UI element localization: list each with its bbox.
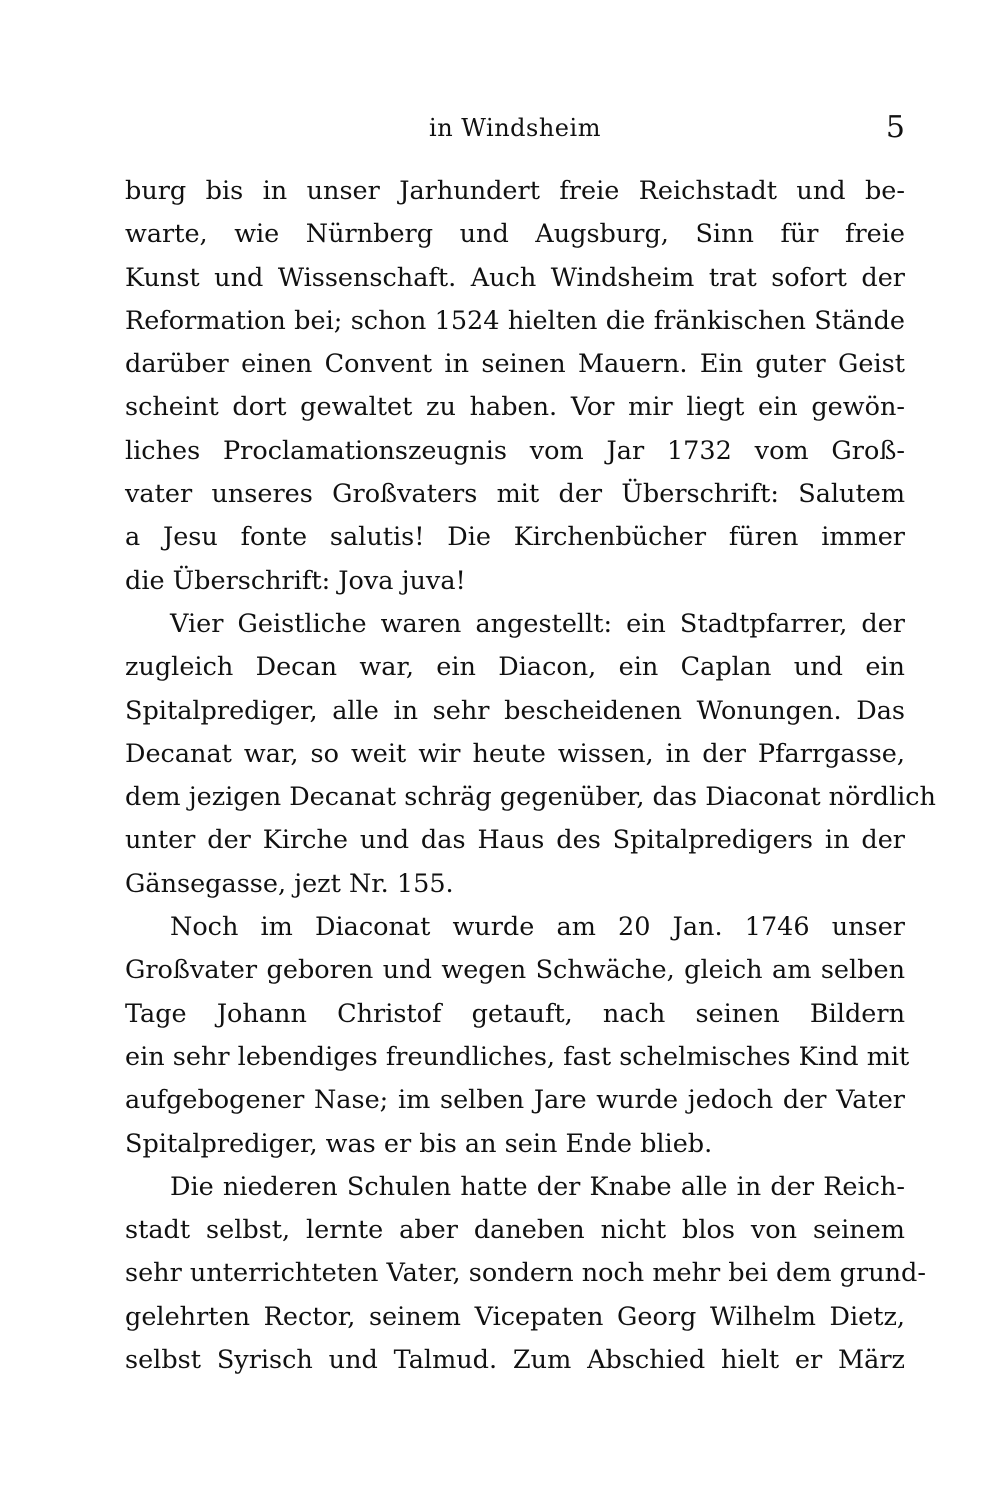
text-line: ein sehr lebendiges freundliches, fast schelmisches Kind mit — [125, 1041, 910, 1072]
text-line: dem jezigen Decanat schräg gegenüber, das Diaconat nördlich — [125, 782, 936, 813]
text-line: stadt selbst, lernte aber daneben nicht blos von seinem — [125, 1215, 905, 1246]
text-line: aufgebogener Nase; im selben Jare wurde jedoch der Vater — [125, 1085, 905, 1116]
page-number: 5 — [885, 110, 905, 145]
text-line: liches Proclamationszeugnis vom Jar 1732 vom Groß- — [125, 435, 905, 466]
text-line: Vier Geistliche waren angestellt: ein Stadtpfarrer, der — [170, 608, 905, 639]
text-line: scheint dort gewaltet zu haben. Vor mir liegt ein gewön- — [125, 392, 905, 423]
text-line: Decanat war, so weit wir heute wissen, in der Pfarrgasse, — [125, 738, 905, 769]
text-line: die Überschrift: Jova juva! — [125, 565, 466, 596]
text-line: Spitalprediger, was er bis an sein Ende blieb. — [125, 1128, 713, 1159]
text-line: burg bis in unser Jarhundert freie Reichstadt und be- — [125, 176, 905, 206]
text-line: Die niederen Schulen hatte der Knabe alle in der Reich- — [170, 1171, 905, 1202]
body-text — [125, 170, 936, 1382]
text-line: Spitalprediger, alle in sehr bescheidenen Wonungen. Das — [125, 695, 905, 726]
text-line: Tage Johann Christof getauft, nach seinen Bildern — [125, 998, 905, 1029]
running-head — [125, 108, 905, 148]
text-line: vater unseres Großvaters mit der Überschrift: Salutem — [125, 479, 905, 510]
text-line: gelehrten Rector, seinem Vicepaten Georg Wilhelm Dietz, — [125, 1301, 905, 1332]
text-line: Noch im Diaconat wurde am 20 Jan. 1746 unser — [170, 912, 905, 943]
text-line: Großvater geboren und wegen Schwäche, gleich am selben — [125, 955, 905, 986]
text-line: warte, wie Nürnberg und Augsburg, Sinn für freie — [125, 219, 905, 250]
text-line: Kunst und Wissenschaft. Auch Windsheim trat sofort der — [125, 262, 905, 293]
running-title: in Windsheim — [429, 114, 601, 142]
text-line: Gänsegasse, jezt Nr. 155. — [125, 868, 454, 899]
text-line: darüber einen Convent in seinen Mauern. Ein guter Geist — [125, 349, 905, 380]
text-line: unter der Kirche und das Haus des Spitalpredigers in der — [125, 825, 905, 856]
text-line: zugleich Decan war, ein Diacon, ein Caplan und ein — [125, 652, 905, 683]
text-line: Reformation bei; schon 1524 hielten die fränkischen Stände — [125, 305, 905, 336]
text-line: a Jesu fonte salutis! Die Kirchenbücher füren immer — [125, 522, 905, 553]
text-line: selbst Syrisch und Talmud. Zum Abschied hielt er März — [125, 1345, 905, 1376]
text-line: sehr unterrichteten Vater, sondern noch mehr bei dem grund- — [125, 1258, 926, 1289]
